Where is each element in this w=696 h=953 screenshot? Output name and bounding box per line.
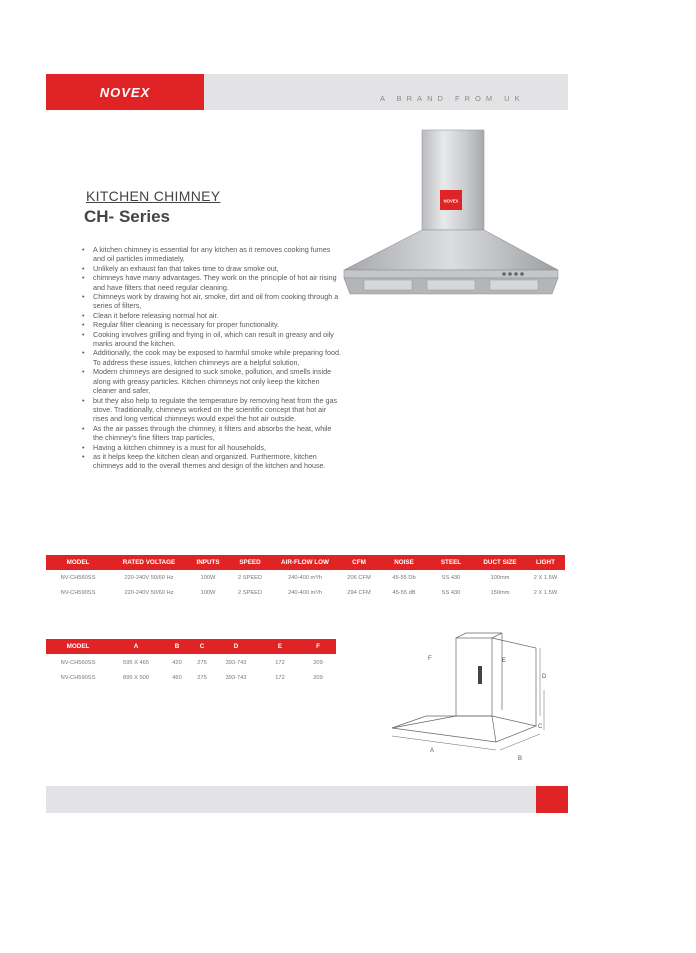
diagram-hood-outline xyxy=(392,716,536,742)
table-cell: 393-743 xyxy=(225,660,247,666)
diagram-line xyxy=(456,633,466,638)
diagram-line xyxy=(492,716,496,742)
spec-table-header xyxy=(46,555,565,570)
chimney-front-panel xyxy=(344,270,558,278)
diagram-control-panel xyxy=(478,666,482,684)
dimension-label: E xyxy=(502,658,507,664)
table-cell: 240-400 m³/h xyxy=(288,590,322,596)
list-item: • Modern chimneys are designed to suck smoke, pollution, and smells inside along with greasy particles. Kitchen chimneys not only keep the kitchen cleaner and safer, xyxy=(82,367,342,395)
description-list xyxy=(82,245,342,471)
column-header: SPEED xyxy=(239,559,261,566)
table-cell: 172 xyxy=(275,660,285,666)
column-header: B xyxy=(174,643,180,650)
diagram-line xyxy=(492,633,502,638)
control-button-icon xyxy=(520,272,524,276)
brand-tagline: A BRAND FROM UK xyxy=(380,94,525,103)
table-cell: 172 xyxy=(275,675,285,681)
list-item: • Cooking involves grilling and frying in oil, which can result in greasy and oily marks around the kitchen. xyxy=(82,330,342,349)
table-cell: 209 xyxy=(313,675,323,681)
control-button-icon xyxy=(508,272,512,276)
table-cell: 275 xyxy=(197,660,207,666)
dimension-table-header xyxy=(46,639,336,654)
table-cell: 275 xyxy=(197,675,207,681)
diagram-wall-line xyxy=(492,638,536,726)
column-header: CFM xyxy=(352,559,366,566)
chimney-product-image xyxy=(340,128,562,300)
table-cell: 45-55 Db xyxy=(392,575,416,581)
footer-bar xyxy=(46,786,568,813)
table-cell: SS 430 xyxy=(441,575,461,581)
table-cell: 100W xyxy=(200,590,216,596)
list-item: • as it helps keep the kitchen clean and organized. Furthermore, kitchen chimneys add to the overall themes and design of the kitchen and house. xyxy=(82,452,342,471)
dimension-label: A xyxy=(430,748,435,754)
footer-accent xyxy=(536,786,568,813)
table-cell: 240-400 m³/h xyxy=(288,575,322,581)
list-item: • Unlikely an exhaust fan that takes time to draw smoke out, xyxy=(82,264,342,273)
table-cell: 150mm xyxy=(490,590,510,596)
table-row xyxy=(46,672,336,684)
column-header: MODEL xyxy=(66,559,90,566)
table-cell: 420 xyxy=(172,660,182,666)
table-cell: NV-CH560SS xyxy=(60,575,96,581)
control-button-icon xyxy=(514,272,518,276)
table-cell: 209 xyxy=(313,660,323,666)
table-cell: 595 X 465 xyxy=(123,660,149,666)
diagram-line xyxy=(392,716,456,728)
brand-logo-text: NOVEX xyxy=(99,84,151,100)
table-cell: 895 X 500 xyxy=(123,675,149,681)
list-item: • but they also help to regulate the temperature by removing heat from the gas stove. Traditionally, chimneys worked on the scientific concept that hot air rises and long vertical chimneys would expel the hot air outside. xyxy=(82,396,342,424)
dimension-label: F xyxy=(428,656,432,662)
dimension-label: B xyxy=(518,756,523,762)
filter-middle xyxy=(427,280,475,290)
table-cell: 2 X 1.5W xyxy=(533,575,558,581)
dimension-label: D xyxy=(542,674,547,680)
column-header: D xyxy=(233,643,239,650)
table-cell: NV-CH590SS xyxy=(60,590,96,596)
control-button-icon xyxy=(502,272,506,276)
table-cell: 460 xyxy=(172,675,182,681)
column-header: A xyxy=(133,643,139,650)
brand-logo xyxy=(46,74,204,110)
chimney-hood xyxy=(344,230,558,270)
series-title: CH- Series xyxy=(84,207,170,226)
list-item: • Additionally, the cook may be exposed to harmful smoke while preparing food. To address these issues, kitchen chimneys are a helpful solution, xyxy=(82,348,342,367)
column-header: AIR-FLOW LOW xyxy=(281,559,329,566)
dimension-line-b xyxy=(500,734,540,750)
column-header: LIGHT xyxy=(536,559,555,566)
page-title: KITCHEN CHIMNEY xyxy=(86,188,221,204)
column-header: F xyxy=(316,643,320,650)
table-cell: 393-743 xyxy=(225,675,247,681)
table-row xyxy=(46,657,336,669)
table-row xyxy=(46,587,565,599)
list-item: • Regular filter cleaning is necessary for proper functionality. xyxy=(82,320,342,329)
list-item: • As the air passes through the chimney, it filters and absorbs the heat, while the chimney's fine filters trap particles, xyxy=(82,424,342,443)
column-header: C xyxy=(199,643,205,650)
table-row xyxy=(46,572,565,584)
list-item: • Having a kitchen chimney is a must for all households, xyxy=(82,443,342,452)
list-item: • Chimneys work by drawing hot air, smoke, dirt and oil from cooking through a series of filters, xyxy=(82,292,342,311)
table-cell: 206 CFM xyxy=(347,575,371,581)
table-cell: 45-55 dB xyxy=(392,590,416,596)
diagram-stack xyxy=(456,638,492,716)
column-header: RATED VOLTAGE xyxy=(122,559,176,566)
table-cell: 220-240V 50/60 Hz xyxy=(124,575,174,581)
column-header: DUCT SIZE xyxy=(483,559,517,566)
column-header: INPUTS xyxy=(196,559,220,566)
dimension-line-a xyxy=(392,736,496,750)
filter-left xyxy=(364,280,412,290)
table-cell: NV-CH590SS xyxy=(60,675,96,681)
dimension-label: C xyxy=(538,724,543,730)
list-item: • chimneys have many advantages. They work on the principle of hot air rising and have filters that need regular cleaning. xyxy=(82,273,342,292)
column-header: E xyxy=(277,643,283,650)
table-cell: SS 430 xyxy=(441,590,461,596)
list-item: • A kitchen chimney is essential for any kitchen as it removes cooking fumes and oil particles immediately, xyxy=(82,245,342,264)
column-header: NOISE xyxy=(394,559,414,566)
chimney-badge-text: NOVEX xyxy=(443,198,459,204)
table-cell: NV-CH560SS xyxy=(60,660,96,666)
list-item: • Clean it before releasing normal hot air. xyxy=(82,311,342,320)
table-cell: 220-240V 50/60 Hz xyxy=(124,590,174,596)
filter-right xyxy=(490,280,538,290)
table-cell: 2 X 1.5W xyxy=(533,590,558,596)
table-cell: 100mm xyxy=(490,575,510,581)
chimney-stack xyxy=(422,130,484,230)
column-header: STEEL xyxy=(440,559,462,566)
column-header: MODEL xyxy=(66,643,90,650)
table-cell: 2 SPEED xyxy=(237,590,263,596)
table-cell: 294 CFM xyxy=(347,590,371,596)
dimension-diagram xyxy=(386,630,562,765)
table-cell: 100W xyxy=(200,575,216,581)
table-cell: 2 SPEED xyxy=(237,575,263,581)
